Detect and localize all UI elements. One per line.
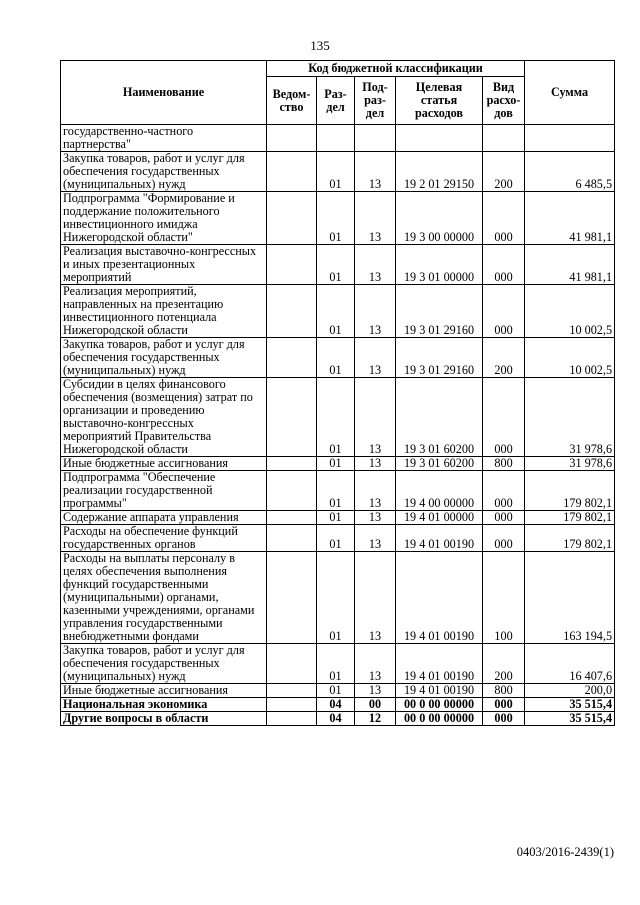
table-row (61, 125, 615, 152)
row-name: Подпрограмма "Формирование и поддержание положительного инвестиционного имиджа Нижегородской области" (61, 192, 267, 245)
row-section: 04 (317, 712, 355, 726)
row-sum: 31 978,6 (525, 457, 615, 471)
row-target-article: 19 3 01 00000 (396, 245, 483, 285)
row-subsection: 13 (355, 471, 396, 511)
row-section: 01 (317, 152, 355, 192)
row-name: Реализация выставочно-конгрессных и иных презентационных мероприятий (61, 245, 267, 285)
header-expense-type: Вид расхо-дов (483, 77, 525, 125)
row-expense-type: 000 (483, 471, 525, 511)
row-section: 01 (317, 338, 355, 378)
row-name: Национальная экономика (61, 698, 267, 712)
table-row (61, 552, 615, 644)
row-sum: 179 802,1 (525, 525, 615, 552)
row-department (267, 644, 317, 684)
header-sum: Сумма (525, 61, 615, 125)
table-row (61, 712, 615, 726)
row-expense-type: 000 (483, 511, 525, 525)
header-subsection: Под-раз-дел (355, 77, 396, 125)
row-name: Расходы на обеспечение функций государственных органов (61, 525, 267, 552)
row-name: Содержание аппарата управления (61, 511, 267, 525)
row-section: 01 (317, 511, 355, 525)
row-section (317, 125, 355, 152)
table-row (61, 525, 615, 552)
row-section: 01 (317, 644, 355, 684)
row-expense-type: 800 (483, 684, 525, 698)
row-name: Иные бюджетные ассигнования (61, 684, 267, 698)
row-sum: 179 802,1 (525, 471, 615, 511)
row-sum: 41 981,1 (525, 192, 615, 245)
row-subsection: 13 (355, 338, 396, 378)
row-subsection: 13 (355, 285, 396, 338)
row-target-article: 19 3 01 60200 (396, 457, 483, 471)
row-name: Субсидии в целях финансового обеспечения (возмещения) затрат по организации и проведению выставочно-конгрессных мероприятий Правительства Нижегородской области (61, 378, 267, 457)
row-subsection: 13 (355, 644, 396, 684)
row-sum: 35 515,4 (525, 712, 615, 726)
row-name: Закупка товаров, работ и услуг для обеспечения государственных (муниципальных) нужд (61, 152, 267, 192)
row-department (267, 245, 317, 285)
row-section: 01 (317, 245, 355, 285)
row-target-article: 19 4 01 00000 (396, 511, 483, 525)
row-target-article (396, 125, 483, 152)
header-target-article: Целевая статья расходов (396, 77, 483, 125)
row-target-article: 00 0 00 00000 (396, 698, 483, 712)
row-expense-type: 200 (483, 338, 525, 378)
row-expense-type: 000 (483, 698, 525, 712)
row-target-article: 19 3 01 29160 (396, 285, 483, 338)
row-expense-type: 800 (483, 457, 525, 471)
row-department (267, 378, 317, 457)
row-subsection: 13 (355, 684, 396, 698)
row-target-article: 19 3 01 29160 (396, 338, 483, 378)
row-sum (525, 125, 615, 152)
row-department (267, 471, 317, 511)
row-target-article: 19 4 01 00190 (396, 644, 483, 684)
row-subsection: 13 (355, 378, 396, 457)
row-expense-type: 200 (483, 644, 525, 684)
table-row (61, 285, 615, 338)
row-target-article: 19 3 00 00000 (396, 192, 483, 245)
table-row (61, 457, 615, 471)
row-sum: 35 515,4 (525, 698, 615, 712)
row-target-article: 19 4 01 00190 (396, 525, 483, 552)
row-expense-type (483, 125, 525, 152)
row-section: 01 (317, 552, 355, 644)
row-sum: 6 485,5 (525, 152, 615, 192)
row-department (267, 552, 317, 644)
row-sum: 200,0 (525, 684, 615, 698)
row-department (267, 457, 317, 471)
table-row (61, 152, 615, 192)
row-name: Другие вопросы в области (61, 712, 267, 726)
header-department: Ведом-ство (267, 77, 317, 125)
row-sum: 10 002,5 (525, 285, 615, 338)
table-row (61, 338, 615, 378)
row-department (267, 152, 317, 192)
row-name: Закупка товаров, работ и услуг для обеспечения государственных (муниципальных) нужд (61, 644, 267, 684)
row-expense-type: 100 (483, 552, 525, 644)
row-target-article: 19 3 01 60200 (396, 378, 483, 457)
row-expense-type: 000 (483, 525, 525, 552)
row-section: 04 (317, 698, 355, 712)
row-subsection: 12 (355, 712, 396, 726)
table-header (61, 61, 615, 125)
row-sum: 16 407,6 (525, 644, 615, 684)
table-row (61, 644, 615, 684)
row-department (267, 511, 317, 525)
row-subsection: 13 (355, 152, 396, 192)
header-name: Наименование (61, 61, 267, 125)
row-target-article: 19 4 01 00190 (396, 684, 483, 698)
row-subsection: 13 (355, 511, 396, 525)
header-section: Раз-дел (317, 77, 355, 125)
row-target-article: 00 0 00 00000 (396, 712, 483, 726)
row-expense-type: 000 (483, 245, 525, 285)
row-name: государственно-частного партнерства" (61, 125, 267, 152)
row-section: 01 (317, 471, 355, 511)
row-expense-type: 000 (483, 378, 525, 457)
row-department (267, 338, 317, 378)
table-row (61, 698, 615, 712)
row-name: Расходы на выплаты персоналу в целях обеспечения выполнения функций государственными (муниципальными) органами, казенными учреждениями, органами управления государственными внебюджетными фондами (61, 552, 267, 644)
page-number: 135 (310, 38, 330, 53)
row-section: 01 (317, 285, 355, 338)
row-department (267, 125, 317, 152)
row-section: 01 (317, 684, 355, 698)
header-classification-group: Код бюджетной классификации (267, 61, 525, 77)
row-expense-type: 000 (483, 285, 525, 338)
table-row (61, 245, 615, 285)
row-department (267, 684, 317, 698)
row-section: 01 (317, 378, 355, 457)
row-department (267, 712, 317, 726)
table-row (61, 471, 615, 511)
budget-table (60, 60, 615, 726)
table-row (61, 378, 615, 457)
row-department (267, 698, 317, 712)
row-sum: 10 002,5 (525, 338, 615, 378)
row-sum: 31 978,6 (525, 378, 615, 457)
table-body (61, 125, 615, 726)
row-section: 01 (317, 525, 355, 552)
row-expense-type: 000 (483, 712, 525, 726)
row-subsection: 00 (355, 698, 396, 712)
row-subsection: 13 (355, 457, 396, 471)
row-target-article: 19 4 00 00000 (396, 471, 483, 511)
table-row (61, 192, 615, 245)
row-department (267, 192, 317, 245)
row-subsection: 13 (355, 245, 396, 285)
document-code: 0403/2016-2439(1) (516, 845, 614, 859)
row-sum: 41 981,1 (525, 245, 615, 285)
table-row (61, 684, 615, 698)
row-expense-type: 200 (483, 152, 525, 192)
row-subsection: 13 (355, 192, 396, 245)
row-subsection (355, 125, 396, 152)
row-target-article: 19 2 01 29150 (396, 152, 483, 192)
row-subsection: 13 (355, 525, 396, 552)
row-sum: 179 802,1 (525, 511, 615, 525)
row-department (267, 285, 317, 338)
row-expense-type: 000 (483, 192, 525, 245)
table-row (61, 511, 615, 525)
row-name: Реализация мероприятий, направленных на презентацию инвестиционного потенциала Нижегородской области (61, 285, 267, 338)
row-name: Иные бюджетные ассигнования (61, 457, 267, 471)
row-department (267, 525, 317, 552)
row-section: 01 (317, 457, 355, 471)
row-section: 01 (317, 192, 355, 245)
row-name: Закупка товаров, работ и услуг для обеспечения государственных (муниципальных) нужд (61, 338, 267, 378)
row-sum: 163 194,5 (525, 552, 615, 644)
row-target-article: 19 4 01 00190 (396, 552, 483, 644)
row-name: Подпрограмма "Обеспечение реализации государственной программы" (61, 471, 267, 511)
row-subsection: 13 (355, 552, 396, 644)
